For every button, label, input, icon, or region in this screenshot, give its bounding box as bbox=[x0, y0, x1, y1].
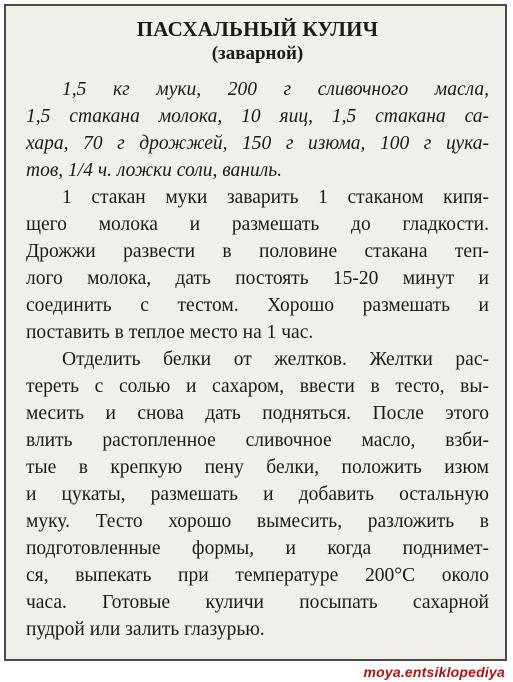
paragraph-line: соединить с тестом. Хорошо размешать и bbox=[26, 295, 489, 316]
paragraph-line: 1 стакан муки заварить 1 стаканом кипя- bbox=[62, 187, 489, 208]
paragraph-line: муку. Тесто хорошо вымесить, разложить в bbox=[26, 511, 489, 532]
paragraph-line: часа. Готовые куличи посыпать сахарной bbox=[26, 592, 489, 613]
ingredients-line: 1,5 стакана молока, 10 яиц, 1,5 стакана са- bbox=[26, 106, 489, 127]
paragraph-line: лого молока, дать постоять 15-20 минут и bbox=[26, 268, 489, 289]
ingredients-paragraph bbox=[26, 76, 489, 184]
site-watermark: moya.entsiklopediya bbox=[363, 664, 505, 680]
recipe-subtitle: (заварной) bbox=[211, 43, 304, 64]
ingredients-line: тов, 1/4 ч. ложки соли, ваниль. bbox=[26, 160, 282, 181]
paragraph-line: месить и снова дать подняться. После этого bbox=[26, 403, 489, 424]
recipe-card bbox=[4, 4, 507, 661]
ingredients-line: 1,5 кг муки, 200 г сливочного масла, bbox=[62, 79, 489, 100]
paragraph-line: подготовленные формы, и когда поднимет- bbox=[26, 538, 489, 559]
paragraph-line: поставить в теплое место на 1 час. bbox=[26, 322, 314, 343]
instructions-paragraph-2 bbox=[26, 346, 489, 643]
paragraph-line: тереть с солью и сахаром, ввести в тесто, вы- bbox=[26, 376, 489, 397]
paragraph-line: Отделить белки от желтков. Желтки рас- bbox=[62, 349, 489, 370]
recipe-title: ПАСХАЛЬНЫЙ КУЛИЧ bbox=[136, 17, 379, 41]
paragraph-line: щего молока и размешать до гладкости. bbox=[26, 214, 489, 235]
paragraph-line: пудрой или залить глазурью. bbox=[26, 619, 265, 640]
paragraph-line: влить растопленное сливочное масло, взби- bbox=[26, 430, 489, 451]
paragraph-line: Дрожжи развести в половине стакана теп- bbox=[26, 241, 489, 262]
paragraph-line: тые в крепкую пену белки, положить изюм bbox=[26, 457, 489, 478]
paragraph-line: и цукаты, размешать и добавить остальную bbox=[26, 484, 489, 505]
ingredients-line: хара, 70 г дрожжей, 150 г изюма, 100 г цука- bbox=[26, 133, 489, 154]
instructions-paragraph-1 bbox=[26, 184, 489, 346]
paragraph-line: ся, выпекать при температуре 200°С около bbox=[26, 565, 489, 586]
